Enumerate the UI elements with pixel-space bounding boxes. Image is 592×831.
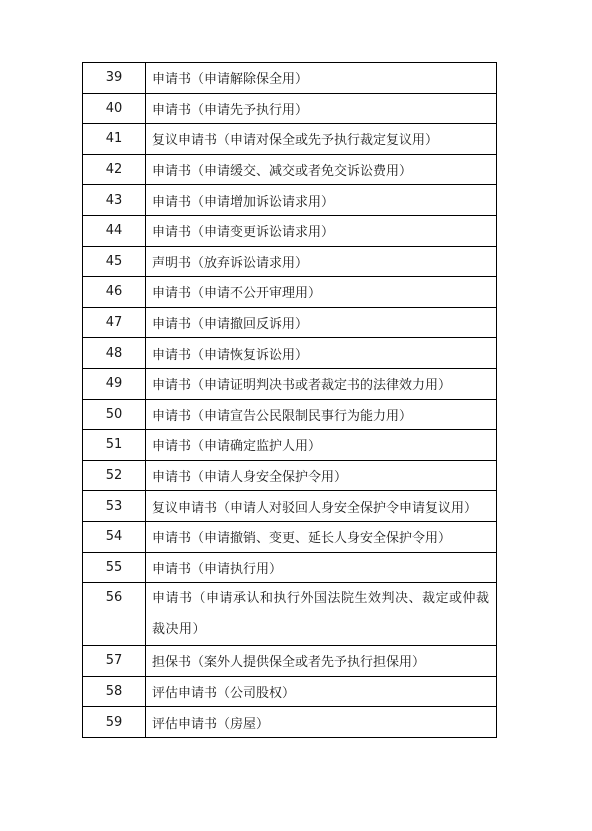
row-number: 54 [83,521,146,552]
table-row [83,246,497,277]
row-title: 申请书（申请解除保全用） [146,63,497,94]
row-number: 40 [83,93,146,124]
row-title: 申请书（申请宣告公民限制民事行为能力用） [146,399,497,430]
row-title: 复议申请书（申请对保全或先予执行裁定复议用） [146,124,497,155]
table-row [83,277,497,308]
table-row [83,521,497,552]
table-row [83,707,497,738]
row-number: 41 [83,124,146,155]
row-number: 47 [83,307,146,338]
row-number: 56 [83,583,146,646]
row-number: 45 [83,246,146,277]
row-title: 申请书（申请确定监护人用） [146,430,497,461]
row-number: 49 [83,368,146,399]
table-row [83,646,497,677]
row-title: 申请书（申请证明判决书或者裁定书的法律效力用） [146,368,497,399]
row-number: 59 [83,707,146,738]
table-row [83,460,497,491]
row-number: 55 [83,552,146,583]
row-title: 评估申请书（房屋） [146,707,497,738]
table-row [83,430,497,461]
row-number: 57 [83,646,146,677]
row-number: 39 [83,63,146,94]
row-number: 58 [83,676,146,707]
table-row [83,368,497,399]
row-title: 声明书（放弃诉讼请求用） [146,246,497,277]
row-title: 申请书（申请增加诉讼请求用） [146,185,497,216]
row-title: 申请书（申请人身安全保护令用） [146,460,497,491]
table-row [83,215,497,246]
document-table [82,62,497,738]
row-title: 申请书（申请先予执行用） [146,93,497,124]
row-title: 申请书（申请撤回反诉用） [146,307,497,338]
row-number: 53 [83,491,146,522]
row-title: 申请书（申请撤销、变更、延长人身安全保护令用） [146,521,497,552]
table-row [83,399,497,430]
row-title: 申请书（申请变更诉讼请求用） [146,215,497,246]
table-row [83,552,497,583]
row-number: 52 [83,460,146,491]
row-title: 申请书（申请执行用） [146,552,497,583]
table-row [83,307,497,338]
row-number: 43 [83,185,146,216]
table-row [83,583,497,646]
row-number: 48 [83,338,146,369]
table-row [83,491,497,522]
table-row [83,338,497,369]
row-number: 51 [83,430,146,461]
row-title: 申请书（申请不公开审理用） [146,277,497,308]
table-row [83,124,497,155]
table-row [83,93,497,124]
row-title: 评估申请书（公司股权） [146,676,497,707]
row-title: 申请书（申请恢复诉讼用） [146,338,497,369]
row-title: 担保书（案外人提供保全或者先予执行担保用） [146,646,497,677]
row-number: 46 [83,277,146,308]
row-title: 申请书（申请承认和执行外国法院生效判决、裁定或仲裁裁决用） [146,583,497,646]
row-number: 44 [83,215,146,246]
table-row [83,63,497,94]
table-row [83,676,497,707]
row-number: 50 [83,399,146,430]
row-number: 42 [83,154,146,185]
row-title: 复议申请书（申请人对驳回人身安全保护令申请复议用） [146,491,497,522]
table-row [83,185,497,216]
table-row [83,154,497,185]
row-title: 申请书（申请缓交、减交或者免交诉讼费用） [146,154,497,185]
